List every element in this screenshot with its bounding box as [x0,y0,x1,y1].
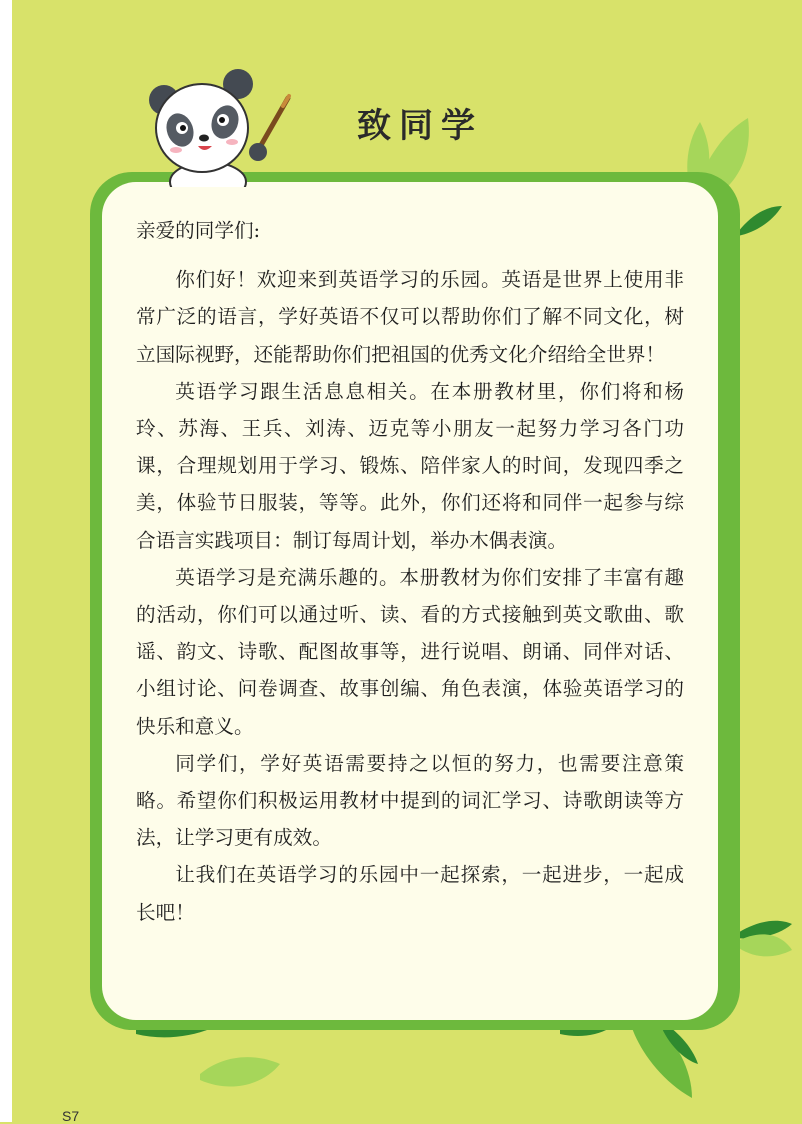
letter-salutation: 亲爱的同学们: [136,219,261,242]
page-title: 致同学 [357,106,483,146]
letter-paragraph: 你们好！欢迎来到英语学习的乐园。英语是世界上使用非常广泛的语言，学好英语不仅可以帮助你们了解不同文化，树立国际视野，还能帮助你们把祖国的优秀文化介绍给全世界！ [136,268,684,366]
letter-paragraph: 英语学习是充满乐趣的。本册教材为你们安排了丰富有趣的活动，你们可以通过听、读、看的方式接触到英文歌曲、歌谣、韵文、诗歌、配图故事等，进行说唱、朗诵、同伴对话、小组讨论、问卷调查、故事创编、角色表演，体验英语学习的快乐和意义。 [136,565,684,738]
page-number: S7 [62,1108,80,1124]
letter-body [136,212,684,931]
letter-paragraph: 英语学习跟生活息息相关。在本册教材里，你们将和杨玲、苏海、王兵、刘涛、迈克等小朋友一起努力学习各门功课，合理规划用于学习、锻炼、陪伴家人的时间，发现四季之美，体验节日服装，等等。此外，你们还将和同伴一起参与综合语言实践项目：制订每周计划，举办木偶表演。 [136,379,684,552]
leaf-icon [738,206,782,236]
letter-paragraph: 让我们在英语学习的乐园中一起探索，一起进步，一起成长吧！ [136,863,684,924]
leaf-icon [632,1022,692,1098]
panda-mascot-icon [140,62,300,187]
leaf-icon [200,1057,280,1086]
letter-paragraph: 同学们，学好英语需要持之以恒的努力，也需要注意策略。希望你们积极运用教材中提到的词汇学习、诗歌朗读等方法，让学习更有成效。 [136,751,684,850]
